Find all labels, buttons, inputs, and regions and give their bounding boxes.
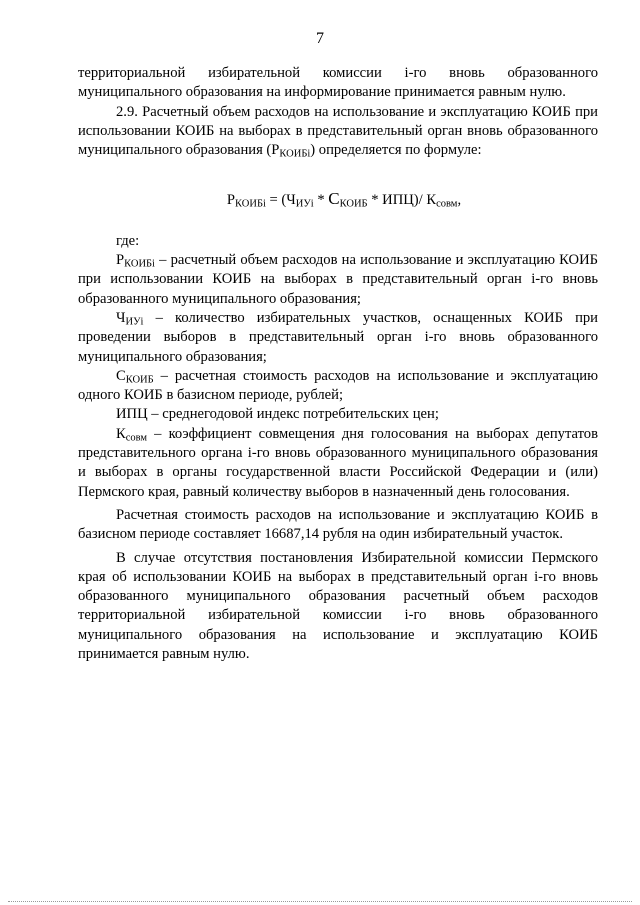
definition-subscript: КОИБi — [124, 258, 155, 270]
document-body — [78, 64, 598, 664]
formula-subscript: совм — [436, 199, 458, 211]
bottom-dotted-rule — [8, 901, 632, 902]
paragraph-text: территориальной избирательной комиссии i-го вновь образованного муниципального образования на информирование принимается равным нулю. — [78, 65, 598, 101]
paragraph-continuation — [78, 64, 598, 103]
formula-symbol: С — [328, 189, 340, 209]
definition-symbol: Р — [116, 252, 125, 269]
paragraph-text: ) определяется по формуле: — [310, 142, 482, 159]
page-number: 7 — [316, 30, 324, 47]
formula-text: , — [457, 192, 462, 209]
definition-symbol: С — [116, 367, 126, 384]
definition-text: – коэффициент совмещения дня голосования на выборах депутатов представительного органа i-го вновь образованного муниципального образования и выборах в органы государственной власти Российской Федерации и (или) Пермского края, равный количеству выборов в назначенный день голосования. — [78, 425, 598, 500]
paragraph-base-cost: Расчетная стоимость расходов на использование и эксплуатацию КОИБ в базисном периоде составляет 16687,14 рубля на один избирательный участок. — [78, 506, 598, 543]
formula — [78, 189, 598, 210]
paragraph-text: 2.9. Расчетный объем расходов на использование и эксплуатацию КОИБ при использовании КОИБ на выборах в представительный орган вновь образованного муниципального образования (Р — [78, 103, 598, 159]
definition-text: – расчетный объем расходов на использование и эксплуатацию КОИБ при использовании КОИБ на выборах в представительный орган i-го вновь образованного муниципального образования; — [78, 252, 598, 307]
formula-subscript: КОИБ — [339, 199, 368, 211]
definition-symbol: Ч — [116, 309, 126, 326]
definition-k-sovm — [78, 425, 598, 502]
definition-text: – количество избирательных участков, оснащенных КОИБ при проведении выборов в представительный орган i-го вновь образованного муниципального образования; — [78, 309, 598, 365]
formula-subscript: ИУi — [295, 199, 314, 211]
formula-text: * — [313, 192, 329, 209]
paragraph-2-9 — [78, 103, 598, 161]
formula-symbol: Р — [226, 192, 236, 209]
definition-subscript: КОИБ — [125, 374, 154, 386]
definition-symbol: К — [116, 425, 126, 442]
formula-text: = (Ч — [265, 192, 296, 209]
definition-text: – расчетная стоимость расходов на использование и эксплуатацию одного КОИБ в базисном периоде, рублей; — [78, 367, 598, 404]
definition-c-koib — [78, 367, 598, 406]
definition-ipc: ИПЦ – среднегодовой индекс потребительских цен; — [116, 406, 439, 423]
subscript: КОИБi — [279, 148, 311, 160]
definition-r-koib — [78, 251, 598, 309]
definition-subscript: совм — [125, 432, 148, 444]
formula-text: * ИПЦ)/ К — [367, 192, 437, 209]
definition-ch-iu — [78, 309, 598, 367]
definition-subscript: ИУi — [125, 316, 144, 328]
paragraph-absence: В случае отсутствия постановления Избирательной комиссии Пермского края об использовании КОИБ на выборах в представительный орган i-го вновь образованного муниципального образования расчетный объем расходов территориальной избирательной комиссии i-го вновь образованного муниципального образования на использование и эксплуатацию КОИБ принимается равным нулю. — [78, 549, 598, 663]
formula-subscript: КОИБi — [235, 199, 266, 211]
where-label: где: — [116, 232, 140, 249]
